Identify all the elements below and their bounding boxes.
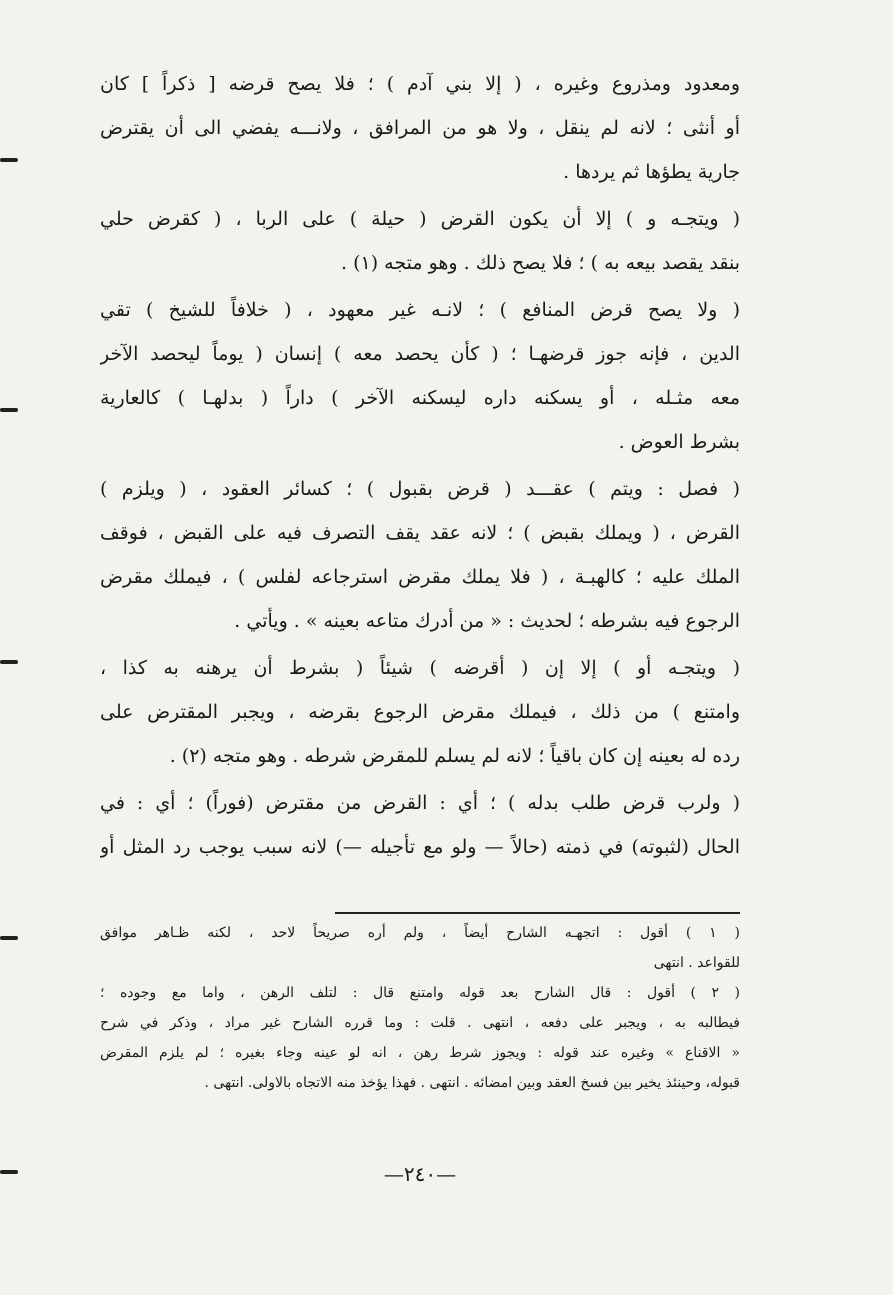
- footnote-line: ( ٢ ) أقول : قال الشارح بعد قوله وامتنع قال : لتلف الرهن ، واما مع وجوده ؛: [100, 985, 740, 1001]
- footnote-line: ( ١ ) أقول : اتجهـه الشارح أيضاً ، ولم أره صريحاً لاحد ، لكنه ظـاهر موافق: [100, 925, 740, 941]
- text-line: ومعدود ومذروع وغيره ، ( إلا بني آدم ) ؛ فلا يصح قرضه [ ذكراً ] كان: [100, 73, 740, 95]
- text-line: جارية يطؤها ثم يردها .: [563, 161, 740, 183]
- text-line: القرض ، ( ويملك بقبض ) ؛ لانه عقد يقف التصرف فيه على القبض ، فوقف: [100, 522, 740, 544]
- page-number: —٢٤٠—: [383, 1162, 457, 1186]
- footnote-line: فيطالبه به ، ويجبر على دفعه ، انتهى . قلت : وما قرره الشارح غير مراد ، وذكر في شرح: [100, 1015, 740, 1031]
- text-line: بشرط العوض .: [618, 431, 740, 453]
- footnote-line: للقواعد . انتهى: [653, 955, 740, 971]
- footnote-line: « الاقناع » وغيره عند قوله : ويجوز شرط رهن ، انه لو عينه وجاء بغيره ؛ لم يلزم المقرض: [100, 1045, 740, 1061]
- binding-mark: [0, 158, 18, 162]
- binding-mark: [0, 660, 18, 664]
- binding-mark: [0, 1170, 18, 1174]
- text-line: رده له بعينه إن كان باقياً ؛ لانه لم يسلم للمقرض شرطه . وهو متجه (٢) .: [169, 745, 740, 767]
- text-line: ( ويتجـه أو ) إلا إن ( أقرضه ) شيئاً ( بشرط أن يرهنه به كذا ،: [100, 657, 740, 679]
- page-content: [100, 62, 740, 1252]
- text-line: ( ولرب قرض طلب بدله ) ؛ أي : القرض من مقترض (فوراً) ؛ أي : في: [100, 792, 740, 814]
- text-line: الرجوع فيه بشرطه ؛ لحديث : « من أدرك متاعه بعينه » . ويأتي .: [234, 610, 740, 632]
- text-line: بنقد يقصد بيعه به ) ؛ فلا يصح ذلك . وهو متجه (١) .: [341, 252, 740, 274]
- text-line: معه مثـله ، أو يسكنه داره ليسكنه الآخر ) داراً ( بدلهـا ) كالعارية: [100, 387, 740, 409]
- text-line: ( ولا يصح قرض المنافع ) ؛ لانـه غير معهود ، ( خلافاً للشيخ ) تقي: [100, 299, 740, 321]
- text-line: ( فصل : ويتم ) عقـــد ( قرض بقبول ) ؛ كسائر العقود ، ( ويلزم ): [100, 478, 740, 500]
- footnote-line: قبوله، وحينئذ يخير بين فسخ العقد وبين امضائه . انتهى . فهذا يؤخذ منه الاتجاه بالاولى. انتهى .: [204, 1075, 740, 1091]
- body-text: [100, 62, 740, 869]
- text-line: أو أنثى ؛ لانه لم ينقل ، ولا هو من المرافق ، ولانـــه يفضي الى أن يقترض: [100, 117, 740, 139]
- binding-mark: [0, 936, 18, 940]
- text-line: الحال (لثبوته) في ذمته (حالاً — ولو مع تأجيله —) لانه سبب يوجب رد المثل أو: [100, 836, 740, 858]
- binding-mark: [0, 408, 18, 412]
- text-line: الدين ، فإنه جوز قرضهـا ؛ ( كأن يحصد معه ) إنسان ( يوماً ليحصد الآخر: [100, 343, 740, 365]
- text-line: وامتنع ) من ذلك ، فيملك مقرض الرجوع بقرضه ، ويجبر المقترض على: [100, 701, 740, 723]
- footnotes: [100, 918, 740, 1098]
- footnote-divider: [335, 912, 740, 914]
- text-line: ( ويتجـه و ) إلا أن يكون القرض ( حيلة ) على الربا ، ( كقرض حلي: [100, 208, 740, 230]
- text-line: الملك عليه ؛ كالهبـة ، ( فلا يملك مقرض استرجاعه لفلس ) ، فيملك مقرض: [100, 566, 740, 588]
